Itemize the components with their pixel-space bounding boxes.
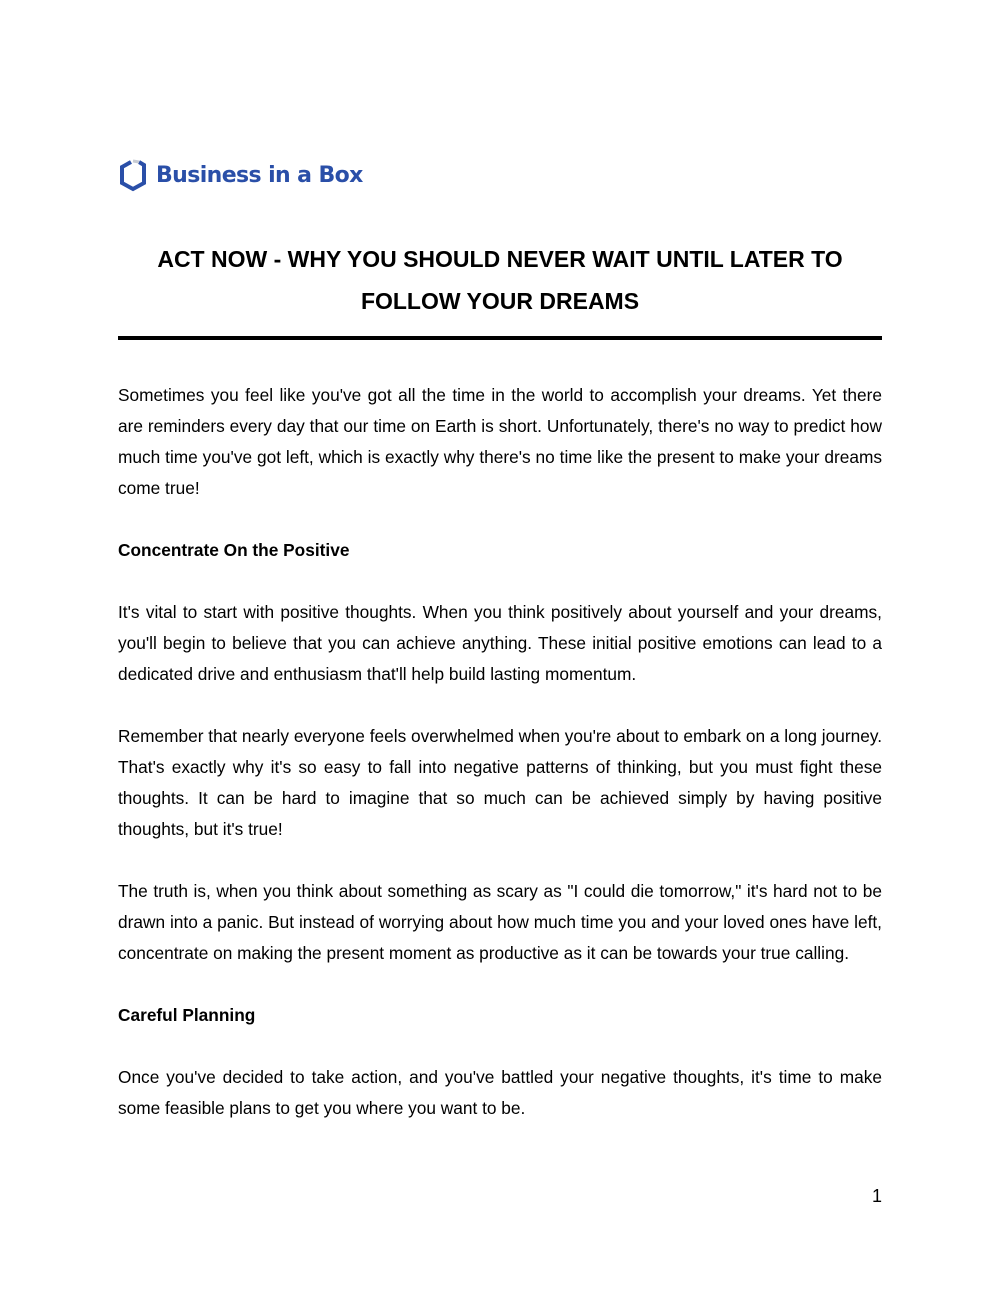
section-paragraph: The truth is, when you think about something as scary as "I could die tomorrow," it's hard not to be drawn into a panic. But instead of worrying about how much time you and your loved ones have left, concentrate on making the present moment as productive as it can be towards your true calling.: [118, 881, 882, 963]
section-paragraph: Once you've decided to take action, and you've battled your negative thoughts, it's time to make some feasible plans to get you where you want to be.: [118, 1067, 882, 1118]
page-number: 1: [871, 1186, 882, 1206]
section-heading: Concentrate On the Positive: [118, 540, 350, 560]
section-paragraph: Remember that nearly everyone feels overwhelmed when you're about to embark on a long journey. That's exactly why it's so easy to fall into negative patterns of thinking, but you must fight these thoughts. It can be hard to imagine that so much can be achieved simply by having positive thoughts, but it's true!: [118, 726, 882, 839]
hexagon-logo-icon: [118, 158, 148, 192]
document-title: ACT NOW - WHY YOU SHOULD NEVER WAIT UNTIL LATER TO FOLLOW YOUR DREAMS: [157, 246, 843, 314]
title-divider: [118, 336, 882, 340]
intro-paragraph: Sometimes you feel like you've got all the time in the world to accomplish your dreams. Yet there are reminders every day that our time on Earth is short. Unfortunately, there's no way to predict how much time you've got left, which is exactly why there's no time like the present to make your dreams come true!: [118, 385, 882, 498]
document-body: [118, 380, 882, 1124]
brand-name: Business in a Box: [156, 162, 363, 188]
section-paragraph: It's vital to start with positive thoughts. When you think positively about yourself and your dreams, you'll begin to believe that you can achieve anything. These initial positive emotions can lead to a dedicated drive and enthusiasm that'll help build lasting momentum.: [118, 602, 882, 684]
section-heading: Careful Planning: [118, 1005, 256, 1025]
brand-logo: [118, 156, 363, 194]
